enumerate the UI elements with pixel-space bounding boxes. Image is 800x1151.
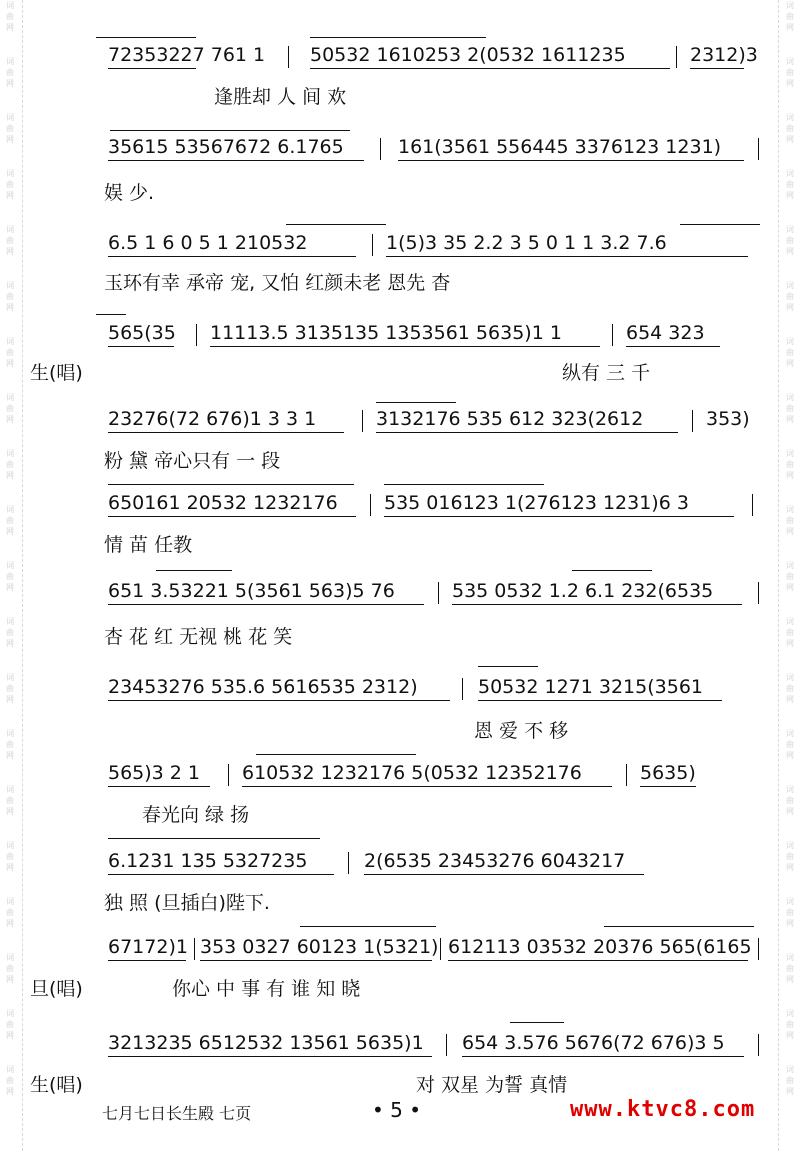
notation-bar-2b: 161(3561 556445 3376123 1231) — [398, 136, 722, 158]
watermark-gap — [782, 369, 798, 392]
watermark-glyph: 网 — [786, 191, 794, 200]
lyrics-line-8: 恩 爱 不 移 — [474, 720, 569, 742]
watermark-glyph: 词 — [786, 1065, 794, 1074]
watermark-glyph: 词 — [6, 169, 14, 178]
watermark-glyph: 曲 — [786, 404, 794, 413]
watermark-glyph: 曲 — [6, 1076, 14, 1085]
notation-bar-6b: 535 016123 1(276123 1231)6 3 — [384, 492, 689, 514]
watermark-glyph: 曲 — [786, 460, 794, 469]
watermark-glyph: 网 — [786, 695, 794, 704]
watermark-glyph: 网 — [786, 359, 794, 368]
watermark-glyph: 词 — [786, 225, 794, 234]
watermark-gap — [2, 313, 18, 336]
role-label-sheng: 生(唱) — [30, 362, 83, 384]
watermark-glyph: 网 — [6, 975, 14, 984]
watermark-glyph: 网 — [786, 1031, 794, 1040]
watermark-gap — [782, 817, 798, 840]
watermark-gap — [2, 33, 18, 56]
right-margin-line — [778, 0, 779, 1151]
watermark-gap — [2, 985, 18, 1008]
watermark-glyph: 词 — [786, 729, 794, 738]
notation-bar-11b: 353 0327 60123 1(5321) — [200, 936, 439, 958]
watermark-glyph: 网 — [786, 135, 794, 144]
watermark-gap — [2, 649, 18, 672]
watermark-gap — [2, 761, 18, 784]
lyrics-line-7: 杏 花 红 无视 桃 花 笑 — [104, 626, 293, 648]
role-label-sheng-2: 生(唱) — [30, 1074, 83, 1096]
lyrics-line-2: 娱 少. — [104, 182, 155, 204]
watermark-gap — [2, 1041, 18, 1064]
watermark-glyph: 网 — [6, 1031, 14, 1040]
watermark-gap — [782, 201, 798, 224]
watermark-gap — [2, 425, 18, 448]
watermark-gap — [782, 257, 798, 280]
watermark-gap — [782, 649, 798, 672]
notation-bar-4b: 11113.5 3135135 1353561 5635)1 1 — [210, 322, 562, 344]
watermark-glyph: 网 — [786, 751, 794, 760]
watermark-glyph: 曲 — [786, 348, 794, 357]
watermark-glyph: 网 — [6, 359, 14, 368]
watermark-glyph: 词 — [786, 953, 794, 962]
watermark-glyph: 网 — [786, 471, 794, 480]
watermark-glyph: 曲 — [786, 628, 794, 637]
notation-bar-9c: 5635) — [640, 762, 696, 784]
watermark-glyph: 曲 — [6, 404, 14, 413]
watermark-glyph: 曲 — [786, 964, 794, 973]
watermark-gap — [782, 985, 798, 1008]
watermark-glyph: 词 — [6, 225, 14, 234]
notation-bar-7a: 651 3.53221 5(3561 563)5 76 — [108, 580, 395, 602]
notation-bar-10b: 2(6535 23453276 6043217 — [364, 850, 626, 872]
notation-bar-12a: 3213235 6512532 13561 5635)1 — [108, 1032, 424, 1054]
watermark-glyph: 曲 — [786, 12, 794, 21]
watermark-glyph: 曲 — [786, 796, 794, 805]
watermark-glyph: 网 — [6, 135, 14, 144]
role-label-dan: 旦(唱) — [30, 978, 83, 1000]
watermark-gap — [2, 873, 18, 896]
watermark-glyph: 网 — [6, 751, 14, 760]
watermark-gap — [782, 1041, 798, 1064]
watermark-glyph: 曲 — [786, 852, 794, 861]
watermark-gap — [2, 369, 18, 392]
watermark-glyph: 词 — [786, 561, 794, 570]
lyrics-line-5: 粉 黛 帝心只有 一 段 — [104, 450, 281, 472]
notation-bar-6a: 650161 20532 1232176 — [108, 492, 338, 514]
watermark-glyph: 网 — [6, 79, 14, 88]
watermark-glyph: 词 — [6, 785, 14, 794]
lyrics-line-3: 玉环有幸 承帝 宠, 又怕 红颜未老 恩先 杳 — [104, 272, 451, 294]
watermark-gap — [2, 705, 18, 728]
watermark-glyph: 网 — [786, 919, 794, 928]
watermark-glyph: 词 — [786, 505, 794, 514]
watermark-glyph: 曲 — [786, 516, 794, 525]
notation-bar-5b: 3132176 535 612 323(2612 — [376, 408, 644, 430]
watermark-glyph: 网 — [6, 471, 14, 480]
watermark-glyph: 曲 — [6, 852, 14, 861]
watermark-glyph: 词 — [6, 729, 14, 738]
notation-bar-5c: 353) — [706, 408, 750, 430]
watermark-glyph: 曲 — [6, 12, 14, 21]
right-watermark-strip — [782, 0, 798, 1151]
watermark-glyph: 网 — [786, 527, 794, 536]
watermark-glyph: 词 — [6, 57, 14, 66]
watermark-glyph: 曲 — [786, 1020, 794, 1029]
notation-bar-9b: 610532 1232176 5(0532 12352176 — [242, 762, 582, 784]
watermark-gap — [2, 817, 18, 840]
watermark-glyph: 词 — [6, 113, 14, 122]
watermark-glyph: 词 — [786, 1, 794, 10]
notation-bar-3b: 1(5)3 35 2.2 3 5 0 1 1 3.2 7.6 — [386, 232, 667, 254]
watermark-glyph: 网 — [786, 23, 794, 32]
watermark-gap — [782, 313, 798, 336]
notation-bar-4a: 565(35 — [108, 322, 176, 344]
lyrics-line-1: 逢胜却 人 间 欢 — [214, 86, 347, 108]
watermark-glyph: 曲 — [6, 348, 14, 357]
watermark-gap — [782, 1097, 798, 1120]
notation-bar-8a: 23453276 535.6 5616535 2312) — [108, 676, 418, 698]
notation-bar-3a: 6.5 1 6 0 5 1 210532 — [108, 232, 308, 254]
watermark-glyph: 词 — [786, 113, 794, 122]
watermark-glyph: 网 — [786, 583, 794, 592]
watermark-glyph: 网 — [6, 415, 14, 424]
watermark-glyph: 词 — [6, 505, 14, 514]
watermark-glyph: 词 — [6, 1009, 14, 1018]
watermark-glyph: 网 — [786, 863, 794, 872]
watermark-glyph: 词 — [786, 673, 794, 682]
watermark-glyph: 网 — [786, 807, 794, 816]
watermark-glyph: 网 — [6, 583, 14, 592]
notation-bar-5a: 23276(72 676)1 3 3 1 — [108, 408, 317, 430]
notation-bar-12b: 654 3.576 5676(72 676)3 5 — [462, 1032, 725, 1054]
watermark-glyph: 网 — [6, 303, 14, 312]
watermark-glyph: 曲 — [6, 964, 14, 973]
watermark-glyph: 曲 — [6, 236, 14, 245]
watermark-gap — [2, 201, 18, 224]
watermark-glyph: 曲 — [786, 180, 794, 189]
watermark-glyph: 网 — [786, 975, 794, 984]
watermark-glyph: 网 — [786, 79, 794, 88]
watermark-gap — [2, 929, 18, 952]
watermark-glyph: 曲 — [6, 572, 14, 581]
lyrics-line-4: 纵有 三 千 — [562, 362, 651, 384]
watermark-glyph: 网 — [6, 863, 14, 872]
watermark-glyph: 曲 — [6, 684, 14, 693]
watermark-gap — [782, 425, 798, 448]
watermark-gap — [2, 1097, 18, 1120]
watermark-glyph: 曲 — [786, 908, 794, 917]
watermark-glyph: 网 — [6, 247, 14, 256]
footer-title: 七月七日长生殿 七页 — [102, 1104, 252, 1123]
watermark-glyph: 曲 — [786, 292, 794, 301]
watermark-gap — [782, 481, 798, 504]
watermark-gap — [782, 145, 798, 168]
watermark-glyph: 曲 — [6, 796, 14, 805]
watermark-gap — [2, 257, 18, 280]
watermark-glyph: 网 — [786, 247, 794, 256]
watermark-glyph: 词 — [6, 281, 14, 290]
watermark-gap — [782, 33, 798, 56]
watermark-glyph: 网 — [786, 1087, 794, 1096]
notation-bar-8b: 50532 1271 3215(3561 — [478, 676, 703, 698]
lyrics-line-6: 情 苗 任教 — [104, 534, 193, 556]
watermark-glyph: 词 — [786, 449, 794, 458]
watermark-glyph: 词 — [6, 841, 14, 850]
watermark-glyph: 网 — [6, 527, 14, 536]
watermark-glyph: 词 — [786, 1009, 794, 1018]
watermark-glyph: 词 — [786, 393, 794, 402]
watermark-gap — [2, 481, 18, 504]
watermark-glyph: 词 — [6, 337, 14, 346]
watermark-glyph: 词 — [786, 337, 794, 346]
watermark-gap — [2, 145, 18, 168]
watermark-glyph: 词 — [786, 57, 794, 66]
watermark-glyph: 词 — [6, 617, 14, 626]
watermark-glyph: 词 — [6, 673, 14, 682]
watermark-glyph: 词 — [786, 617, 794, 626]
watermark-glyph: 词 — [6, 449, 14, 458]
watermark-glyph: 网 — [786, 303, 794, 312]
watermark-glyph: 网 — [786, 415, 794, 424]
watermark-glyph: 曲 — [6, 628, 14, 637]
watermark-gap — [782, 929, 798, 952]
watermark-glyph: 曲 — [786, 124, 794, 133]
watermark-gap — [2, 593, 18, 616]
watermark-glyph: 网 — [786, 639, 794, 648]
watermark-glyph: 曲 — [6, 908, 14, 917]
watermark-glyph: 曲 — [6, 68, 14, 77]
watermark-gap — [2, 89, 18, 112]
watermark-glyph: 曲 — [786, 1076, 794, 1085]
lyrics-line-9: 春光向 绿 扬 — [142, 804, 250, 826]
watermark-glyph: 词 — [6, 561, 14, 570]
notation-bar-1a: 72353227 761 1 — [108, 44, 266, 66]
watermark-glyph: 曲 — [786, 740, 794, 749]
watermark-glyph: 曲 — [786, 684, 794, 693]
watermark-gap — [782, 705, 798, 728]
watermark-glyph: 曲 — [6, 124, 14, 133]
watermark-glyph: 曲 — [6, 460, 14, 469]
watermark-glyph: 网 — [6, 695, 14, 704]
watermark-glyph: 曲 — [6, 292, 14, 301]
notation-bar-9a: 565)3 2 1 — [108, 762, 201, 784]
notation-bar-7b: 535 0532 1.2 6.1 232(6535 — [452, 580, 714, 602]
watermark-glyph: 词 — [6, 1065, 14, 1074]
watermark-glyph: 词 — [6, 897, 14, 906]
watermark-gap — [782, 89, 798, 112]
watermark-gap — [2, 537, 18, 560]
watermark-glyph: 词 — [786, 281, 794, 290]
watermark-glyph: 网 — [6, 191, 14, 200]
watermark-glyph: 词 — [6, 1, 14, 10]
lyrics-line-10: 独 照 (旦插白)陛下. — [104, 892, 270, 914]
left-margin-line — [22, 0, 23, 1151]
watermark-glyph: 网 — [6, 1087, 14, 1096]
watermark-gap — [782, 873, 798, 896]
watermark-glyph: 词 — [6, 953, 14, 962]
watermark-glyph: 词 — [786, 841, 794, 850]
left-watermark-strip — [2, 0, 18, 1151]
watermark-glyph: 网 — [6, 807, 14, 816]
watermark-glyph: 词 — [786, 169, 794, 178]
watermark-gap — [782, 761, 798, 784]
notation-bar-1b: 50532 1610253 2(0532 1611235 — [310, 44, 626, 66]
notation-bar-2a: 35615 53567672 6.1765 — [108, 136, 344, 158]
watermark-glyph: 网 — [6, 919, 14, 928]
watermark-gap — [782, 593, 798, 616]
watermark-glyph: 网 — [6, 639, 14, 648]
watermark-glyph: 曲 — [6, 740, 14, 749]
site-watermark: www.ktvc8.com — [570, 1097, 756, 1122]
watermark-glyph: 词 — [6, 393, 14, 402]
watermark-glyph: 网 — [6, 23, 14, 32]
lyrics-line-12: 对 双星 为誓 真情 — [416, 1074, 568, 1096]
watermark-glyph: 词 — [786, 785, 794, 794]
notation-bar-11a: 67172)1 — [108, 936, 188, 958]
watermark-glyph: 曲 — [786, 236, 794, 245]
watermark-glyph: 曲 — [6, 180, 14, 189]
watermark-glyph: 词 — [786, 897, 794, 906]
watermark-glyph: 曲 — [786, 68, 794, 77]
notation-bar-1c: 2312)3 — [690, 44, 758, 66]
page-number: • 5 • — [372, 1098, 422, 1122]
watermark-glyph: 曲 — [786, 572, 794, 581]
watermark-gap — [782, 537, 798, 560]
watermark-glyph: 曲 — [6, 1020, 14, 1029]
notation-bar-10a: 6.1231 135 5327235 — [108, 850, 308, 872]
watermark-glyph: 曲 — [6, 516, 14, 525]
lyrics-line-11: 你心 中 事 有 谁 知 晓 — [172, 978, 361, 1000]
notation-bar-4c: 654 323 — [626, 322, 705, 344]
notation-bar-11c: 612113 03532 20376 565(6165 — [448, 936, 752, 958]
